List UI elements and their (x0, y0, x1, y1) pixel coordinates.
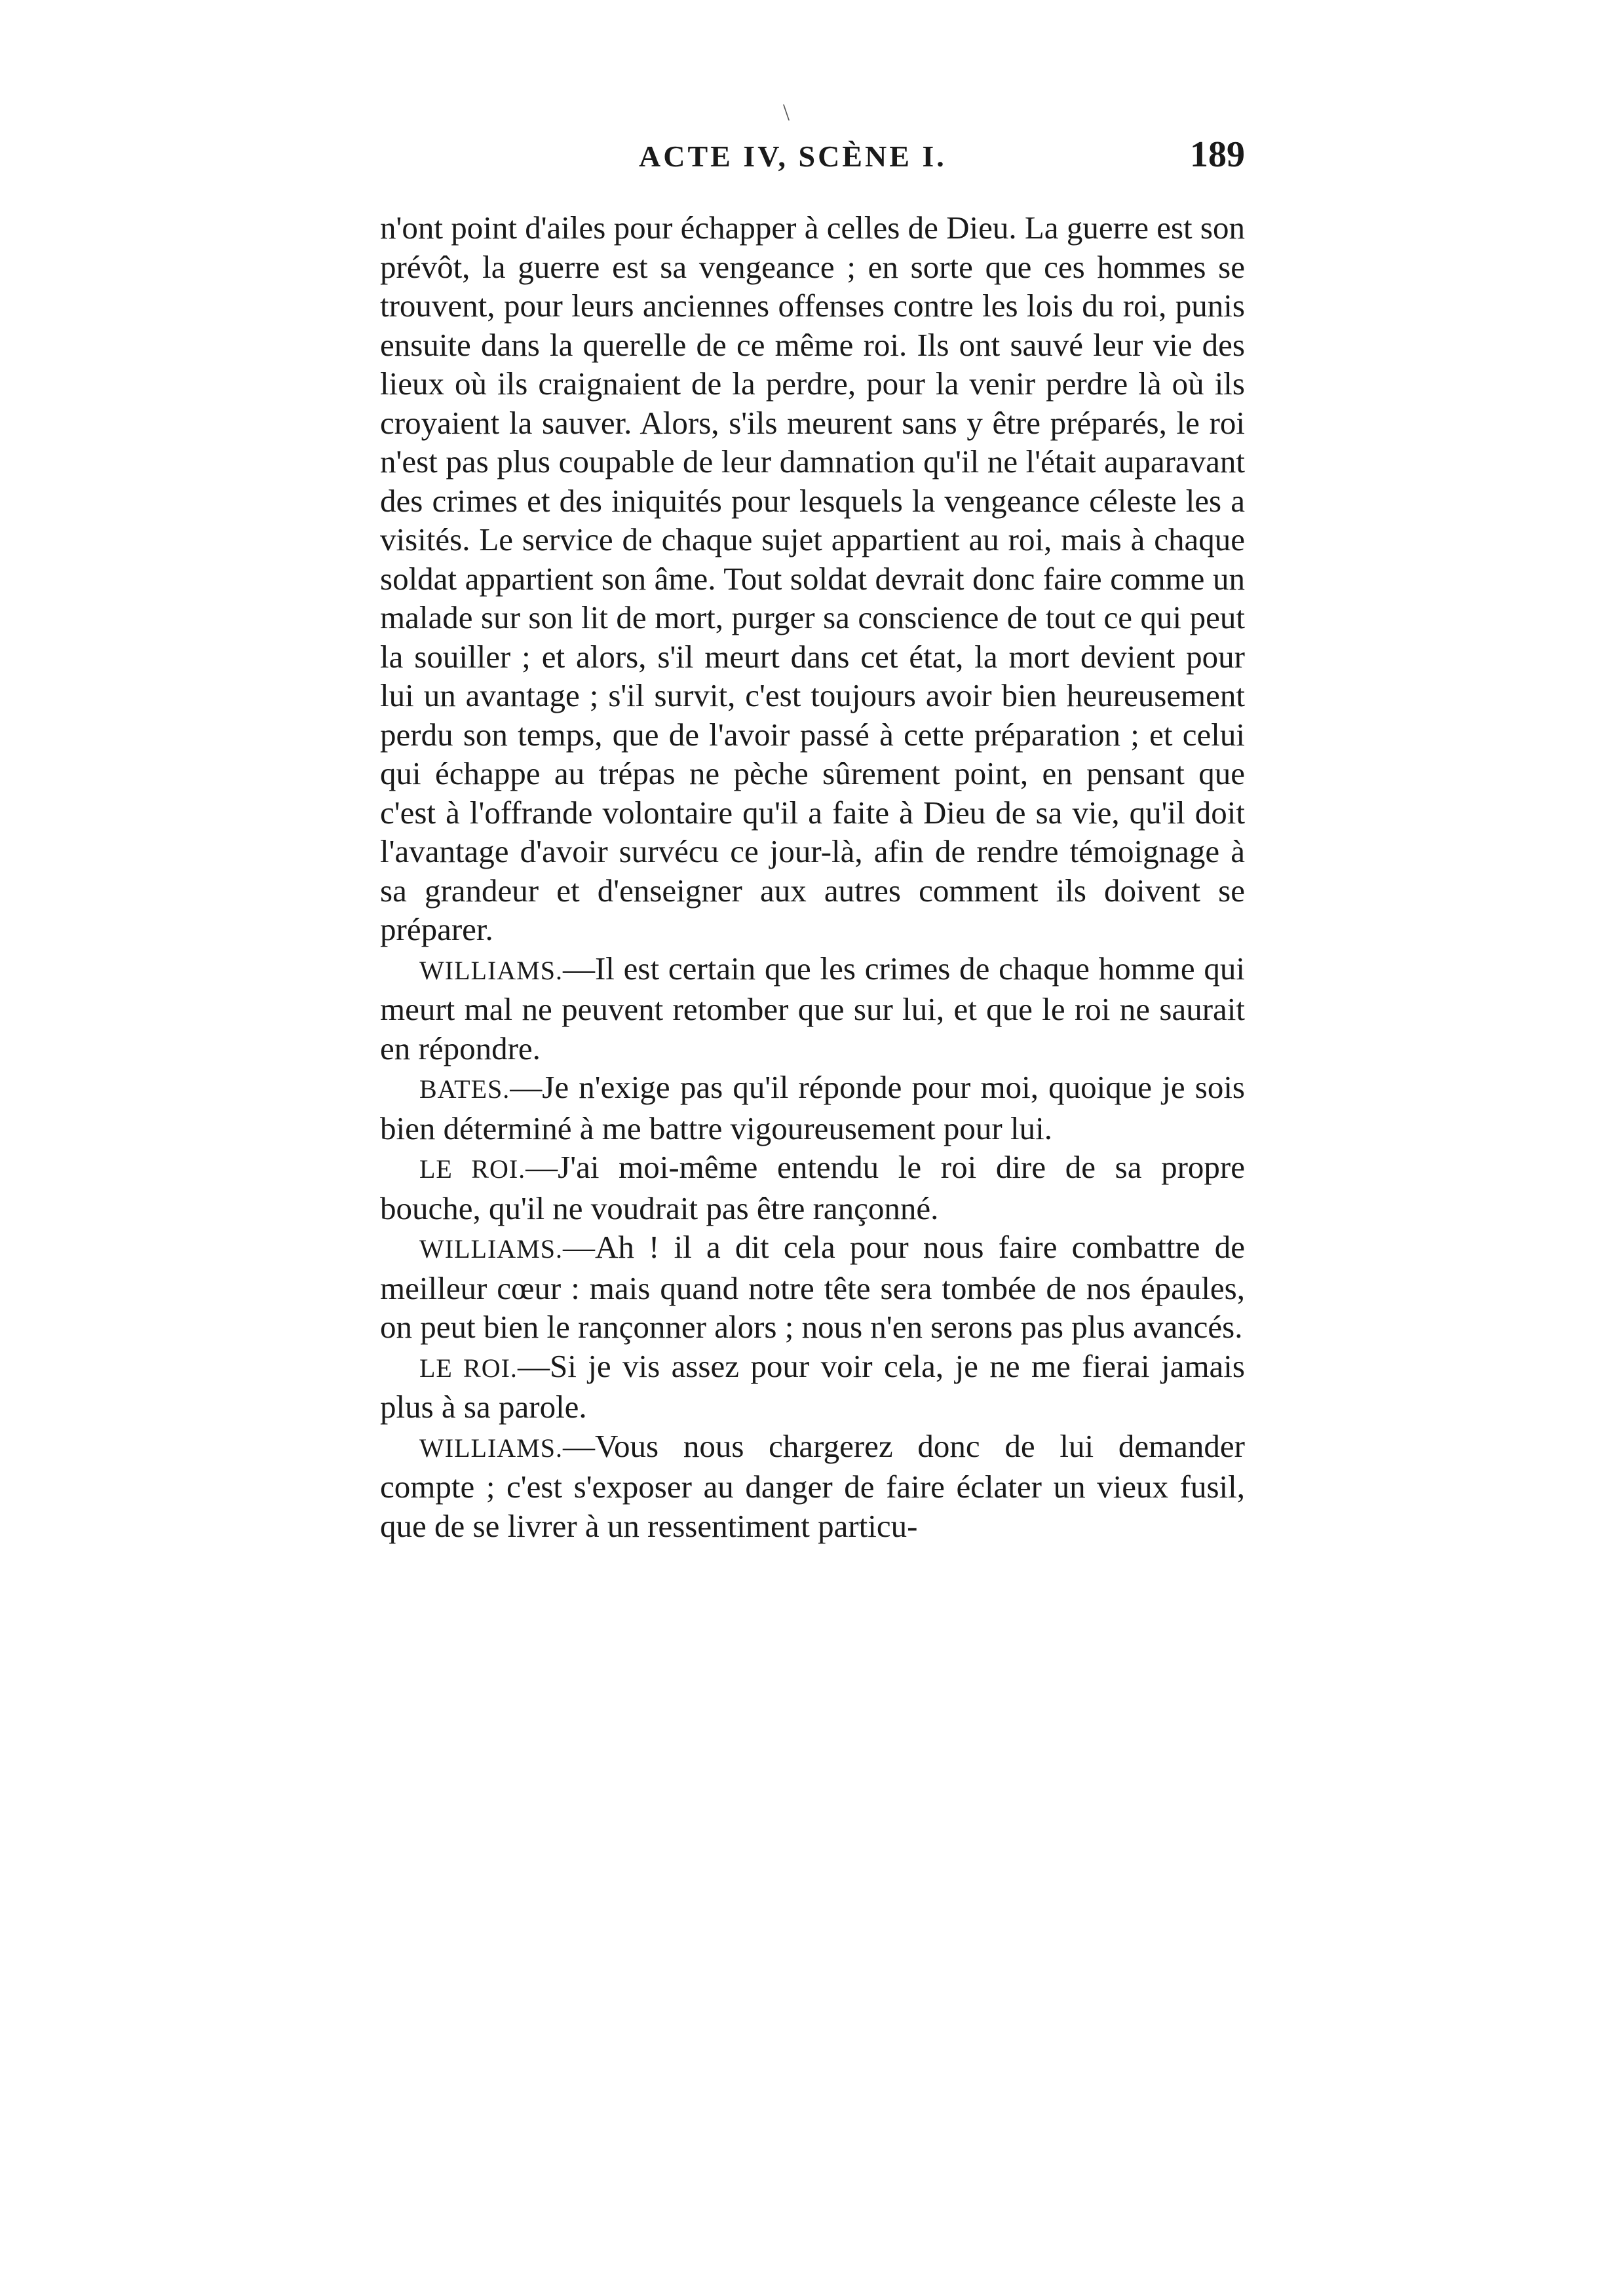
speech-williams-2 (380, 1228, 1245, 1347)
speech-le-roi-2 (380, 1347, 1245, 1427)
speaker-name: WILLIAMS. (419, 1234, 563, 1264)
speech-text: —Ah ! il a dit cela pour nous faire combattre de meilleur cœur : mais quand notre tête sera tombée de nos épaules, on peut bien le rançonner alors ; nous n'en serons pas plus avancés. (380, 1229, 1245, 1345)
speaker-name: LE ROI. (419, 1154, 526, 1184)
speech-bates (380, 1068, 1245, 1148)
page-number: 189 (1190, 134, 1245, 175)
speech-text: —Je n'exige pas qu'il réponde pour moi, quoique je sois bien déterminé à me battre vigoureusement pour lui. (380, 1069, 1245, 1146)
speech-text: —Vous nous chargerez donc de lui demander compte ; c'est s'exposer au danger de faire éclater un vieux fusil, que de se livrer à un ressentiment particu- (380, 1427, 1245, 1544)
speech-text: —Il est certain que les crimes de chaque homme qui meurt mal ne peuvent retomber que sur lui, et que le roi ne saurait en répondre. (380, 950, 1245, 1066)
speaker-name: BATES. (419, 1074, 510, 1104)
speech-williams-1 (380, 949, 1245, 1068)
continued-paragraph: n'ont point d'ailes pour échapper à celles de Dieu. La guerre est son prévôt, la guerre est sa vengeance ; en sorte que ces hommes se trouvent, pour leurs anciennes offenses contre les lois du roi, punis ensuite dans la querelle de ce même roi. Ils ont sauvé leur vie des lieux où ils craignaient de la perdre, pour la venir perdre là où ils croyaient la sauver. Alors, s'ils meurent sans y être préparés, le roi n'est pas plus coupable de leur damnation qu'il ne l'était auparavant des crimes et des iniquités pour lesquels la vengeance céleste les a visités. Le service de chaque sujet appartient au roi, mais à chaque soldat appartient son âme. Tout soldat devrait donc faire comme un malade sur son lit de mort, purger sa conscience de tout ce qui peut la souiller ; et alors, s'il meurt dans cet état, la mort devient pour lui un avantage ; s'il survit, c'est toujours avoir bien heureusement perdu son temps, que de l'avoir passé à cette préparation ; et celui qui échappe au trépas ne pèche sûrement point, en pensant que c'est à l'offrande volontaire qu'il a faite à Dieu de sa vie, qu'il doit l'avantage d'avoir survécu ce jour-là, afin de rendre témoignage à sa grandeur et d'enseigner aux autres comment ils doivent se préparer. (380, 210, 1245, 947)
page-header (380, 134, 1245, 198)
running-head: ACTE IV, SCÈNE I. (639, 140, 947, 173)
speaker-name: WILLIAMS. (419, 955, 563, 985)
speech-le-roi-1 (380, 1148, 1245, 1228)
stray-mark: \ (783, 99, 790, 125)
speech-text: —Si je vis assez pour voir cela, je ne me fierai jamais plus à sa parole. (380, 1347, 1245, 1425)
speaker-name: WILLIAMS. (419, 1433, 563, 1463)
speaker-name: LE ROI. (419, 1353, 518, 1383)
speech-williams-3 (380, 1427, 1245, 1546)
speech-text: —J'ai moi-même entendu le roi dire de sa propre bouche, qu'il ne voudrait pas être rançonné. (380, 1149, 1245, 1226)
body-text (380, 208, 1245, 1545)
